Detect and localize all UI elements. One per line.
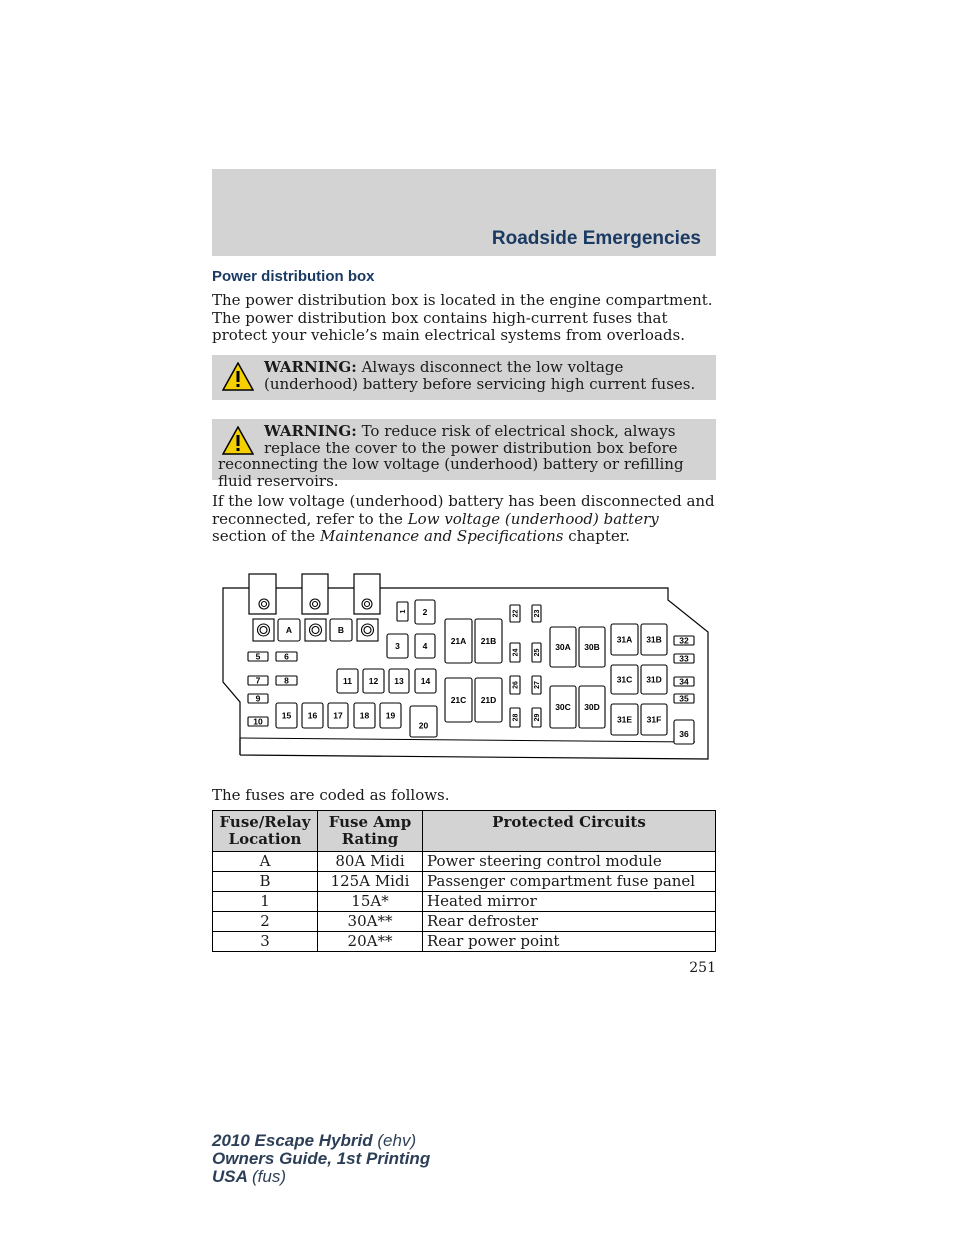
fuse-label-30c: 30C [555, 702, 571, 712]
cell-location: 2 [213, 912, 318, 932]
fuse-label-11: 11 [343, 676, 352, 686]
intro-paragraph: The power distribution box is located in the engine compartment. The power distribution box contains high-current fuses that protect your vehicle’s main electrical systems from overloads. [212, 291, 713, 344]
footer-market-code: (fus) [252, 1167, 286, 1186]
fuse-label-31f: 31F [646, 714, 662, 725]
fuse-label-21a: 21A [450, 636, 467, 646]
section-title: Power distribution box [212, 268, 375, 285]
cell-rating: 125A Midi [318, 872, 423, 892]
fuse-label-27: 27 [534, 681, 541, 689]
fuse-label-31c: 31C [616, 674, 633, 685]
fuse-label-33: 33 [679, 653, 689, 664]
warning-text: Always disconnect the low voltage (underhood) battery before servicing high current fuses. [264, 358, 696, 393]
fuse-label-24: 24 [512, 648, 520, 657]
fuse-label-30d: 30D [584, 702, 600, 712]
column-header-circuits: Protected Circuits [423, 811, 716, 852]
cell-location: 1 [213, 892, 318, 912]
warning-label: WARNING: [264, 358, 357, 376]
fuse-label-16: 16 [307, 710, 318, 721]
fuse-label-4: 4 [422, 641, 428, 651]
cell-location: B [213, 872, 318, 892]
fuse-label-26: 26 [512, 681, 520, 689]
cell-location: 3 [213, 932, 318, 952]
fuse-label-10: 10 [253, 716, 263, 727]
table-row [213, 872, 716, 892]
fuse-label-36: 36 [679, 729, 689, 739]
fuse-label-20: 20 [418, 720, 429, 731]
fuse-label-31e: 31E [616, 714, 633, 725]
fuse-label-28: 28 [512, 713, 520, 722]
header-title: Roadside Emergencies [491, 228, 701, 249]
fuse-label-21b: 21B [480, 636, 497, 646]
warning-icon [222, 362, 254, 392]
fuse-label-3: 3 [395, 641, 400, 651]
fuse-label-25: 25 [534, 648, 541, 657]
fuse-label-a: A [285, 625, 293, 635]
footer-model: 2010 Escape Hybrid [212, 1131, 373, 1150]
fuse-label-7: 7 [255, 675, 261, 686]
fuse-label-31a: 31A [616, 634, 633, 645]
fuse-label-9: 9 [255, 693, 261, 704]
reference-pre: If the low voltage (underhood) battery has been disconnected and reconnected, refer to the [212, 492, 715, 528]
warning-box-2 [212, 419, 716, 490]
fuse-label-6: 6 [284, 651, 289, 662]
fuse-label-2: 2 [422, 607, 428, 617]
fuse-label-19: 19 [385, 710, 396, 721]
table-row [213, 852, 716, 872]
fuse-label-12: 12 [368, 676, 379, 686]
page-number: 251 [689, 960, 716, 976]
fuse-label-8: 8 [284, 675, 289, 686]
cell-circuit: Heated mirror [423, 892, 716, 912]
table-caption: The fuses are coded as follows. [212, 786, 450, 804]
fuse-label-17: 17 [333, 710, 343, 721]
fuse-label-b: B [337, 625, 345, 635]
cell-circuit: Power steering control module [423, 852, 716, 872]
fuse-label-32: 32 [679, 635, 689, 646]
power-distribution-box-diagram [220, 572, 710, 762]
cell-circuit: Passenger compartment fuse panel [423, 872, 716, 892]
fuse-label-14: 14 [420, 676, 431, 686]
fuse-label-1: 1 [400, 609, 407, 614]
cell-circuit: Rear defroster [423, 912, 716, 932]
fuse-label-35: 35 [679, 693, 689, 704]
fuse-label-18: 18 [359, 710, 370, 721]
cell-rating: 30A** [318, 912, 423, 932]
cell-rating: 20A** [318, 932, 423, 952]
reference-paragraph [212, 493, 716, 546]
fuse-label-5: 5 [255, 651, 261, 662]
warning-icon [222, 426, 254, 456]
cell-rating: 80A Midi [318, 852, 423, 872]
table-row [213, 912, 716, 932]
table-row [213, 892, 716, 912]
fuse-label-13: 13 [394, 676, 404, 686]
fuse-label-31d: 31D [646, 674, 662, 685]
cell-rating: 15A* [318, 892, 423, 912]
column-header-rating: Fuse Amp Rating [318, 811, 423, 852]
footer-model-code: (ehv) [377, 1131, 417, 1150]
cell-circuit: Rear power point [423, 932, 716, 952]
footer [212, 1132, 430, 1186]
fuse-label-15: 15 [281, 710, 292, 721]
footer-market: USA [212, 1167, 248, 1186]
warning-text: To reduce risk of electrical shock, always replace the cover to the power distribution box before reconnecting the low voltage (underhood) battery or refilling fluid reservoirs. [218, 422, 684, 490]
fuse-label-22: 22 [512, 609, 520, 618]
footer-printing: Owners Guide, 1st Printing [212, 1149, 431, 1168]
fuse-label-34: 34 [679, 676, 689, 687]
table-row [213, 932, 716, 952]
fuse-label-21d: 21D [480, 695, 497, 705]
reference-chapter-link: Maintenance and Specifications [319, 527, 564, 545]
reference-post: chapter. [568, 527, 631, 545]
fuse-label-30a: 30A [555, 642, 571, 652]
warning-box-1 [212, 355, 716, 400]
warning-label: WARNING: [264, 422, 357, 440]
fuse-label-30b: 30B [584, 642, 600, 652]
fuse-table [212, 810, 716, 952]
cell-location: A [213, 852, 318, 872]
fuse-label-23: 23 [534, 609, 541, 618]
reference-mid: section of the [212, 527, 316, 545]
fuse-label-29: 29 [534, 713, 541, 722]
fuse-label-21c: 21C [450, 695, 467, 705]
reference-battery-link: Low voltage (underhood) battery [407, 509, 659, 528]
fuse-label-31b: 31B [646, 634, 662, 645]
column-header-location: Fuse/Relay Location [213, 811, 318, 852]
header-band [212, 169, 716, 256]
